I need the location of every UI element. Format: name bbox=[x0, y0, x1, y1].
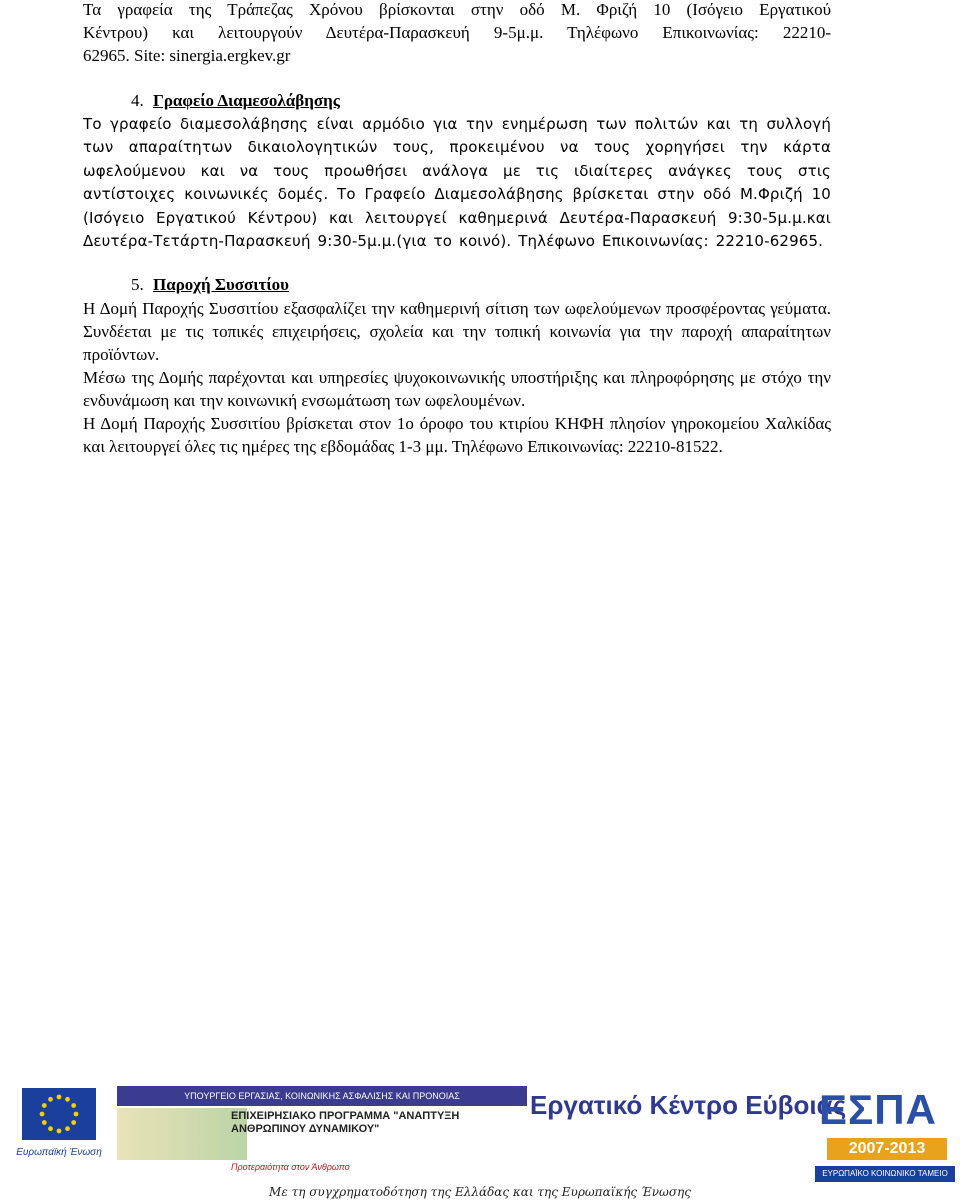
cofunding-caption: Με τη συγχρηματοδότηση της Ελλάδας και της Ευρωπαϊκής Ένωσης bbox=[269, 1185, 691, 1199]
espa-years: 2007-2013 bbox=[827, 1138, 947, 1160]
intro-line-3: 62965. Site: sinergia.ergkev.gr bbox=[83, 46, 291, 65]
espa-logo bbox=[815, 1086, 955, 1186]
intro-paragraph bbox=[83, 0, 831, 67]
footer-logos bbox=[0, 1080, 960, 1201]
eu-logo bbox=[8, 1088, 110, 1193]
operational-program-logo bbox=[117, 1086, 527, 1182]
program-slogan: Προτεραιότητα στον Άνθρωπο bbox=[231, 1162, 350, 1172]
section-5-paragraph-2: Μέσω της Δομής παρέχονται και υπηρεσίες ψυχοκοινωνικής υποστήριξης και πληροφόρησης με στόχο την ενδυνάμωση και την κοινωνική ενσωμάτωση των ωφελουμένων. bbox=[83, 368, 831, 411]
ministry-banner: ΥΠΟΥΡΓΕΙΟ ΕΡΓΑΣΙΑΣ, ΚΟΙΝΩΝΙΚΗΣ ΑΣΦΑΛΙΣΗΣ ΚΑΙ ΠΡΟΝΟΙΑΣ bbox=[117, 1086, 527, 1106]
intro-line-2: Κέντρου) και λειτουργούν Δευτέρα-Παρασκευή 9-5μ.μ. Τηλέφωνο Επικοινωνίας: 22210- bbox=[83, 23, 831, 42]
labour-centre-logo bbox=[530, 1086, 847, 1178]
labour-centre-title: Εργατικό Κέντρο Εύβοιας bbox=[530, 1090, 847, 1120]
section-4-number: 4. bbox=[131, 91, 144, 110]
eu-label: Ευρωπαϊκή Ένωση bbox=[16, 1147, 102, 1158]
section-5-paragraph-1: Η Δομή Παροχής Συσσιτίου εξασφαλίζει την καθημερινή σίτιση των ωφελούμενων προσφέροντας γεύματα. Συνδέεται με τις τοπικές επιχειρήσεις, σχολεία και την τοπική κοινωνία για την παροχή απαραίτητων προϊόντων. bbox=[83, 299, 831, 365]
section-5-number: 5. bbox=[131, 275, 144, 295]
intro-line-1: Τα γραφεία της Τράπεζας Χρόνου βρίσκονται στην οδό Μ. Φριζή 10 (Ισόγειο Εργατικού bbox=[83, 0, 831, 19]
section-5-heading bbox=[83, 273, 831, 297]
eu-flag-icon bbox=[22, 1088, 96, 1140]
program-emblem-icon bbox=[117, 1108, 247, 1160]
espa-title: ΕΣΠΑ bbox=[819, 1086, 937, 1133]
section-5-title: Παροχή Συσσιτίου bbox=[153, 275, 289, 295]
document-page bbox=[83, 0, 831, 458]
section-4-heading bbox=[83, 89, 831, 113]
espa-fund: ΕΥΡΩΠΑΪΚΟ ΚΟΙΝΩΝΙΚΟ ΤΑΜΕΙΟ bbox=[815, 1166, 955, 1182]
section-4-title: Γραφείο Διαμεσολάβησης bbox=[153, 91, 340, 110]
section-5-paragraph-3: Η Δομή Παροχής Συσσιτίου βρίσκεται στον 1ο όροφο του κτιρίου ΚΗΦΗ πλησίον γηροκομείου Χαλκίδας και λειτουργεί όλες τις ημέρες της εβδομάδας 1-3 μμ. Τηλέφωνο Επικοινωνίας: 22210-81522. bbox=[83, 414, 831, 457]
program-name: ΕΠΙΧΕΙΡΗΣΙΑΚΟ ΠΡΟΓΡΑΜΜΑ "ΑΝΑΠΤΥΞΗ ΑΝΘΡΩΠΙΝΟΥ ΔΥΝΑΜΙΚΟΥ" bbox=[231, 1110, 460, 1135]
section-4-body: Το γραφείο διαμεσολάβησης είναι αρμόδιο για την ενημέρωση των πολιτών και τη συλλογή των απαραίτητων δικαιολογητικών τους, προκειμένου να τους χορηγήσει την κάρτα ωφελούμενου και να τους προωθήσει ανάλογα με τις ιδιαίτερες ανάγκες τους στις αντίστοιχες κοινωνικές δομές. Το Γραφείο Διαμεσολάβησης βρίσκεται στην οδό Μ.Φριζή 10 (Ισόγειο Εργατικού Κέντρου) και λειτουργεί καθημερινά Δευτέρα-Παρασκευή 9:30-5μ.μ.και Δευτέρα-Τετάρτη-Παρασκευή 9:30-5μ.μ.(για το κοινό). Τηλέφωνο Επικοινωνίας: 22210-62965. bbox=[83, 115, 831, 251]
